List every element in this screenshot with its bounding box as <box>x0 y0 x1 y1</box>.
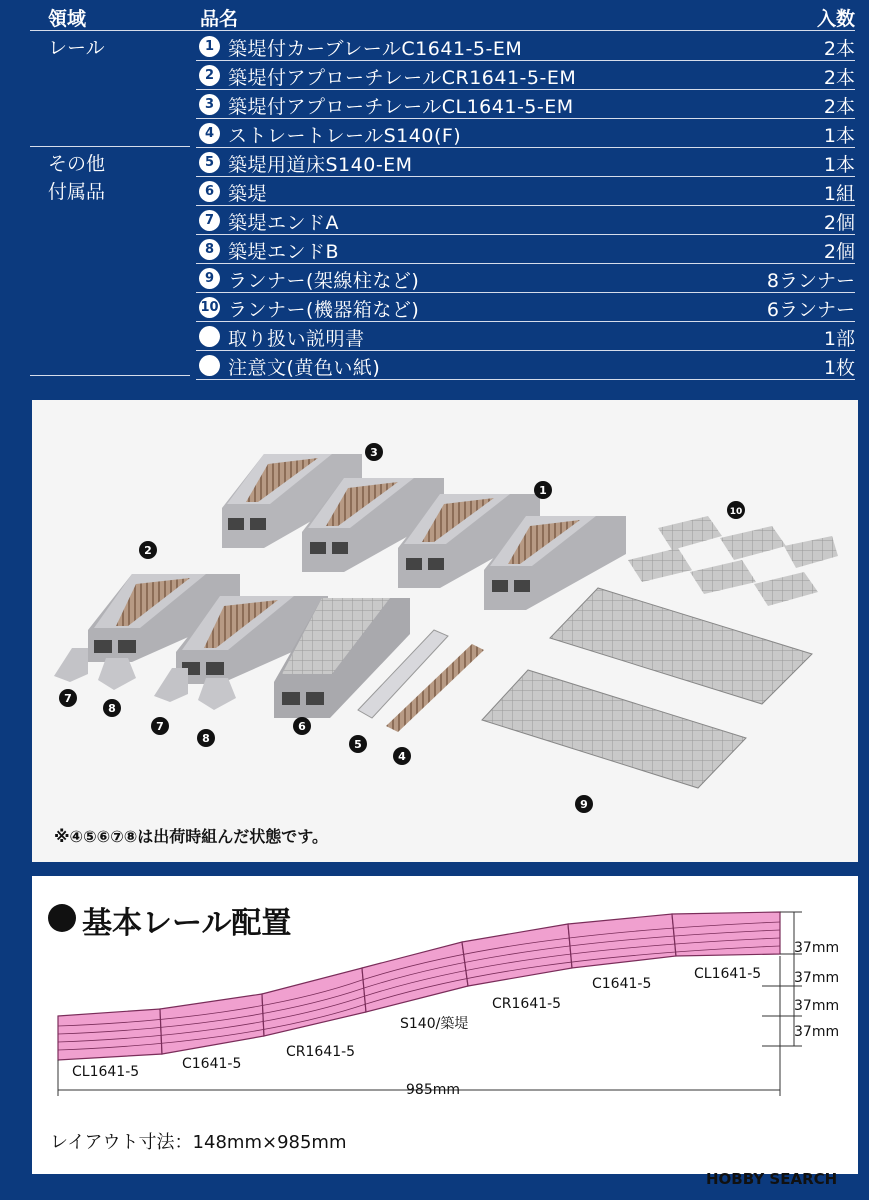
item-number-badge: 5 <box>199 152 220 173</box>
track-label: CR1641-5 <box>492 996 562 1012</box>
item-qty: 2本 <box>823 67 855 89</box>
item-qty: 8ランナー <box>766 270 855 292</box>
item-number-badge: 10 <box>199 297 220 318</box>
track-segment-cl1641 <box>58 1009 162 1060</box>
part-label-5 <box>349 735 367 753</box>
assembly-note: ※④⑤⑥⑦⑧は出荷時組んだ状態です。 <box>54 827 329 846</box>
bullet-icon: ● <box>199 326 220 347</box>
item-qty: 1本 <box>823 125 855 147</box>
table-row <box>0 351 869 380</box>
svg-text:7: 7 <box>156 720 164 733</box>
item-qty: 2個 <box>823 241 855 263</box>
item-number-badge: 2 <box>199 65 220 86</box>
svg-text:3: 3 <box>370 446 378 459</box>
runner-9 <box>482 588 812 788</box>
header-category: 領域 <box>48 8 87 30</box>
part-label-1 <box>534 481 552 499</box>
header-name: 品名 <box>200 8 239 30</box>
item-name: 取り扱い説明書 <box>228 328 365 350</box>
item-qty: 1部 <box>823 328 855 350</box>
table-row <box>0 61 869 90</box>
item-name: 築堤 <box>228 183 268 205</box>
item-qty: 2本 <box>823 96 855 118</box>
item-name: 築堤エンドB <box>228 241 340 263</box>
table-row <box>0 148 869 177</box>
rail-layout-panel <box>32 876 858 1174</box>
svg-text:8: 8 <box>202 732 210 745</box>
item-name: 築堤用道床S140-EM <box>228 154 413 176</box>
rail-4 <box>386 644 484 732</box>
item-number-badge: 4 <box>199 123 220 144</box>
item-name: ランナー(架線柱など) <box>228 270 420 292</box>
item-number-badge: 8 <box>199 239 220 260</box>
track-label: S140/築堤 <box>400 1016 469 1032</box>
runner-10 <box>628 516 838 606</box>
table-row <box>0 90 869 119</box>
header-divider <box>30 30 855 31</box>
table-row <box>0 119 869 148</box>
item-number-badge: 1 <box>199 36 220 57</box>
spacing-label: 37mm <box>794 970 840 986</box>
svg-text:5: 5 <box>354 738 362 751</box>
table-row <box>0 177 869 206</box>
item-number-badge: 7 <box>199 210 220 231</box>
part-label-3 <box>365 443 383 461</box>
layout-title: 基本レール配置 <box>82 906 292 941</box>
item-number-badge: 3 <box>199 94 220 115</box>
svg-text:9: 9 <box>580 798 588 811</box>
item-qty: 6ランナー <box>766 299 855 321</box>
spacing-label: 37mm <box>794 940 840 956</box>
part-label-2 <box>139 541 157 559</box>
header-qty: 入数 <box>816 8 855 30</box>
item-number-badge: 6 <box>199 181 220 202</box>
table-row <box>0 293 869 322</box>
product-parts-illustration <box>32 400 858 862</box>
item-qty: 1組 <box>823 183 855 205</box>
layout-dimensions: レイアウト寸法：148mm×985mm <box>50 1132 347 1153</box>
table-row <box>0 206 869 235</box>
item-qty: 2個 <box>823 212 855 234</box>
item-number-badge: 9 <box>199 268 220 289</box>
item-name: ストレートレールS140(F) <box>228 125 462 147</box>
embankment-end-8 <box>98 658 136 690</box>
track-label: CL1641-5 <box>72 1064 140 1080</box>
parts-table <box>0 0 869 378</box>
table-row <box>0 32 869 61</box>
item-name: 築堤付カーブレールC1641-5-EM <box>228 38 523 60</box>
part-label-9 <box>575 795 593 813</box>
track-segment-c1641-right <box>568 914 676 968</box>
item-qty: 2本 <box>823 38 855 60</box>
svg-text:10: 10 <box>729 507 743 517</box>
spacing-label: 37mm <box>794 1024 840 1040</box>
part-label-4 <box>393 747 411 765</box>
item-name: 築堤エンドA <box>228 212 339 234</box>
item-qty: 1枚 <box>823 357 855 379</box>
svg-text:6: 6 <box>298 720 306 733</box>
part-label-8b <box>197 729 215 747</box>
bullet-icon: ● <box>199 355 220 376</box>
track-segment-cl1641-right <box>672 912 780 956</box>
track-label: CR1641-5 <box>286 1044 356 1060</box>
length-label: 985mm <box>406 1082 460 1098</box>
category-other: その他 <box>48 153 106 175</box>
svg-text:4: 4 <box>398 750 406 763</box>
category-accessories: 付属品 <box>48 181 106 203</box>
item-name: ランナー(機器箱など) <box>228 299 420 321</box>
svg-text:8: 8 <box>108 702 116 715</box>
item-name: 築堤付アプローチレールCR1641-5-EM <box>228 67 577 89</box>
track-label: C1641-5 <box>182 1056 242 1072</box>
item-name: 築堤付アプローチレールCL1641-5-EM <box>228 96 574 118</box>
part-label-8 <box>103 699 121 717</box>
svg-text:1: 1 <box>539 484 547 497</box>
spacing-label: 37mm <box>794 998 840 1014</box>
part-label-6 <box>293 717 311 735</box>
track-segment-s140 <box>362 942 468 1012</box>
watermark: HOBBY SEARCH <box>706 1170 838 1188</box>
embankment-end-7 <box>54 648 88 682</box>
product-photo-panel <box>32 400 858 862</box>
svg-text:2: 2 <box>144 544 152 557</box>
svg-text:7: 7 <box>64 692 72 705</box>
track-segment-cr1641-left <box>262 968 366 1036</box>
item-qty: 1本 <box>823 154 855 176</box>
category-rail: レール <box>48 37 105 59</box>
part-label-7 <box>59 689 77 707</box>
table-row <box>0 322 869 351</box>
embankment-end-7b <box>154 668 188 702</box>
part-label-10 <box>727 501 745 519</box>
track-label: CL1641-5 <box>694 966 762 982</box>
item-name: 注意文(黄色い紙) <box>228 357 381 379</box>
table-row <box>0 235 869 264</box>
table-row <box>0 264 869 293</box>
track-label: C1641-5 <box>592 976 652 992</box>
part-label-7b <box>151 717 169 735</box>
